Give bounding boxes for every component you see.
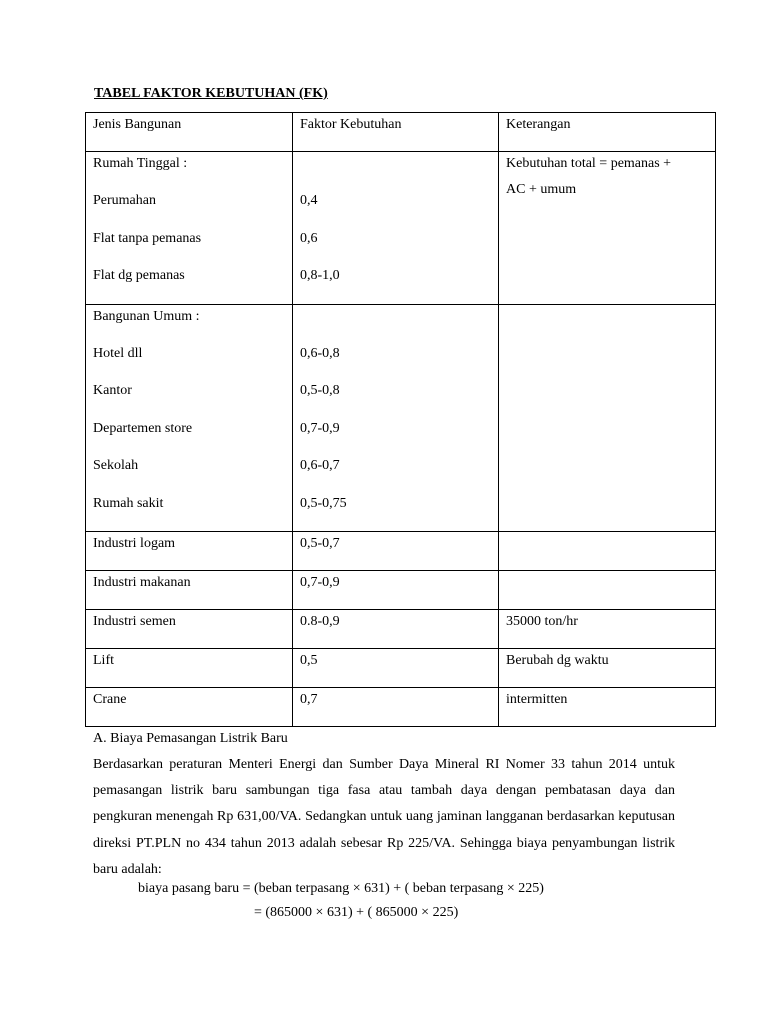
cell-keterangan [499, 531, 716, 570]
factor-value: 0,5-0,8 [300, 383, 340, 399]
formula-line-2: = (865000 × 631) + ( 865000 × 225) [254, 905, 459, 920]
header-keterangan: Keterangan [499, 113, 716, 152]
header-faktor-kebutuhan: Faktor Kebutuhan [293, 113, 499, 152]
cell-keterangan [499, 304, 716, 531]
factor-value: 0,8-1,0 [300, 268, 340, 284]
cell-faktor: 0,5 [293, 648, 499, 687]
cell-jenis: Industri makanan [86, 570, 293, 609]
cell-keterangan: Berubah dg waktu [499, 648, 716, 687]
cell-faktor: 0,7 [293, 687, 499, 726]
table-row [86, 648, 716, 687]
cell-faktor: 0,5-0,7 [293, 531, 499, 570]
list-item: Sekolah [93, 458, 139, 474]
factor-value: 0,6-0,7 [300, 458, 340, 474]
cell-keterangan [499, 570, 716, 609]
table-row-bangunan-umum [86, 304, 716, 531]
cell-jenis: Industri logam [86, 531, 293, 570]
factor-value: 0,4 [300, 193, 318, 209]
cell-faktor [293, 152, 499, 305]
formula-line-1: biaya pasang baru = (beban terpasang × 631) + ( beban terpasang × 225) [138, 881, 544, 896]
table-header-row [86, 113, 716, 152]
list-item: Hotel dll [93, 345, 143, 361]
table-row-rumah-tinggal [86, 152, 716, 305]
factor-value: 0,7-0,9 [300, 420, 340, 436]
header-jenis-bangunan: Jenis Bangunan [86, 113, 293, 152]
section-title: A. Biaya Pemasangan Listrik Baru [93, 731, 288, 746]
cell-jenis [86, 304, 293, 531]
factor-value: 0,6-0,8 [300, 345, 340, 361]
cell-jenis: Crane [86, 687, 293, 726]
note-line: AC + umum [506, 182, 577, 197]
factor-value: 0,6 [300, 230, 318, 246]
list-item: Perumahan [93, 193, 156, 209]
table-row [86, 570, 716, 609]
cell-keterangan [499, 152, 716, 305]
cell-faktor [293, 304, 499, 531]
faktor-kebutuhan-table [85, 112, 716, 727]
cell-jenis [86, 152, 293, 305]
category-label: Rumah Tinggal : [93, 156, 188, 171]
cell-jenis: Industri semen [86, 609, 293, 648]
table-row [86, 531, 716, 570]
cell-faktor: 0.8-0,9 [293, 609, 499, 648]
list-item: Rumah sakit [93, 495, 164, 511]
factor-value: 0,5-0,75 [300, 495, 347, 511]
list-item: Kantor [93, 383, 132, 399]
table-row [86, 609, 716, 648]
cell-keterangan: 35000 ton/hr [499, 609, 716, 648]
note-line: Kebutuhan total = pemanas + [506, 156, 672, 171]
list-item: Departemen store [93, 420, 193, 436]
cell-jenis: Lift [86, 648, 293, 687]
page-title: TABEL FAKTOR KEBUTUHAN (FK) [94, 86, 328, 101]
cell-keterangan: intermitten [499, 687, 716, 726]
body-paragraph: Berdasarkan peraturan Menteri Energi dan Sumber Daya Mineral RI Nomer 33 tahun 2014 untuk pemasangan listrik baru sambungan tiga fasa atau tambah daya dengan pembatasan daya dan pengkuran menengah Rp 631,00/VA. Sedangkan untuk uang jaminan langganan berdasarkan keputusan direksi PT.PLN no 434 tahun 2013 adalah sebesar Rp 225/VA. Sehingga biaya penyambungan listrik baru adalah: [93, 757, 675, 877]
category-label: Bangunan Umum : [93, 308, 200, 324]
list-item: Flat tanpa pemanas [93, 230, 202, 246]
table-row [86, 687, 716, 726]
cell-faktor: 0,7-0,9 [293, 570, 499, 609]
list-item: Flat dg pemanas [93, 268, 185, 284]
